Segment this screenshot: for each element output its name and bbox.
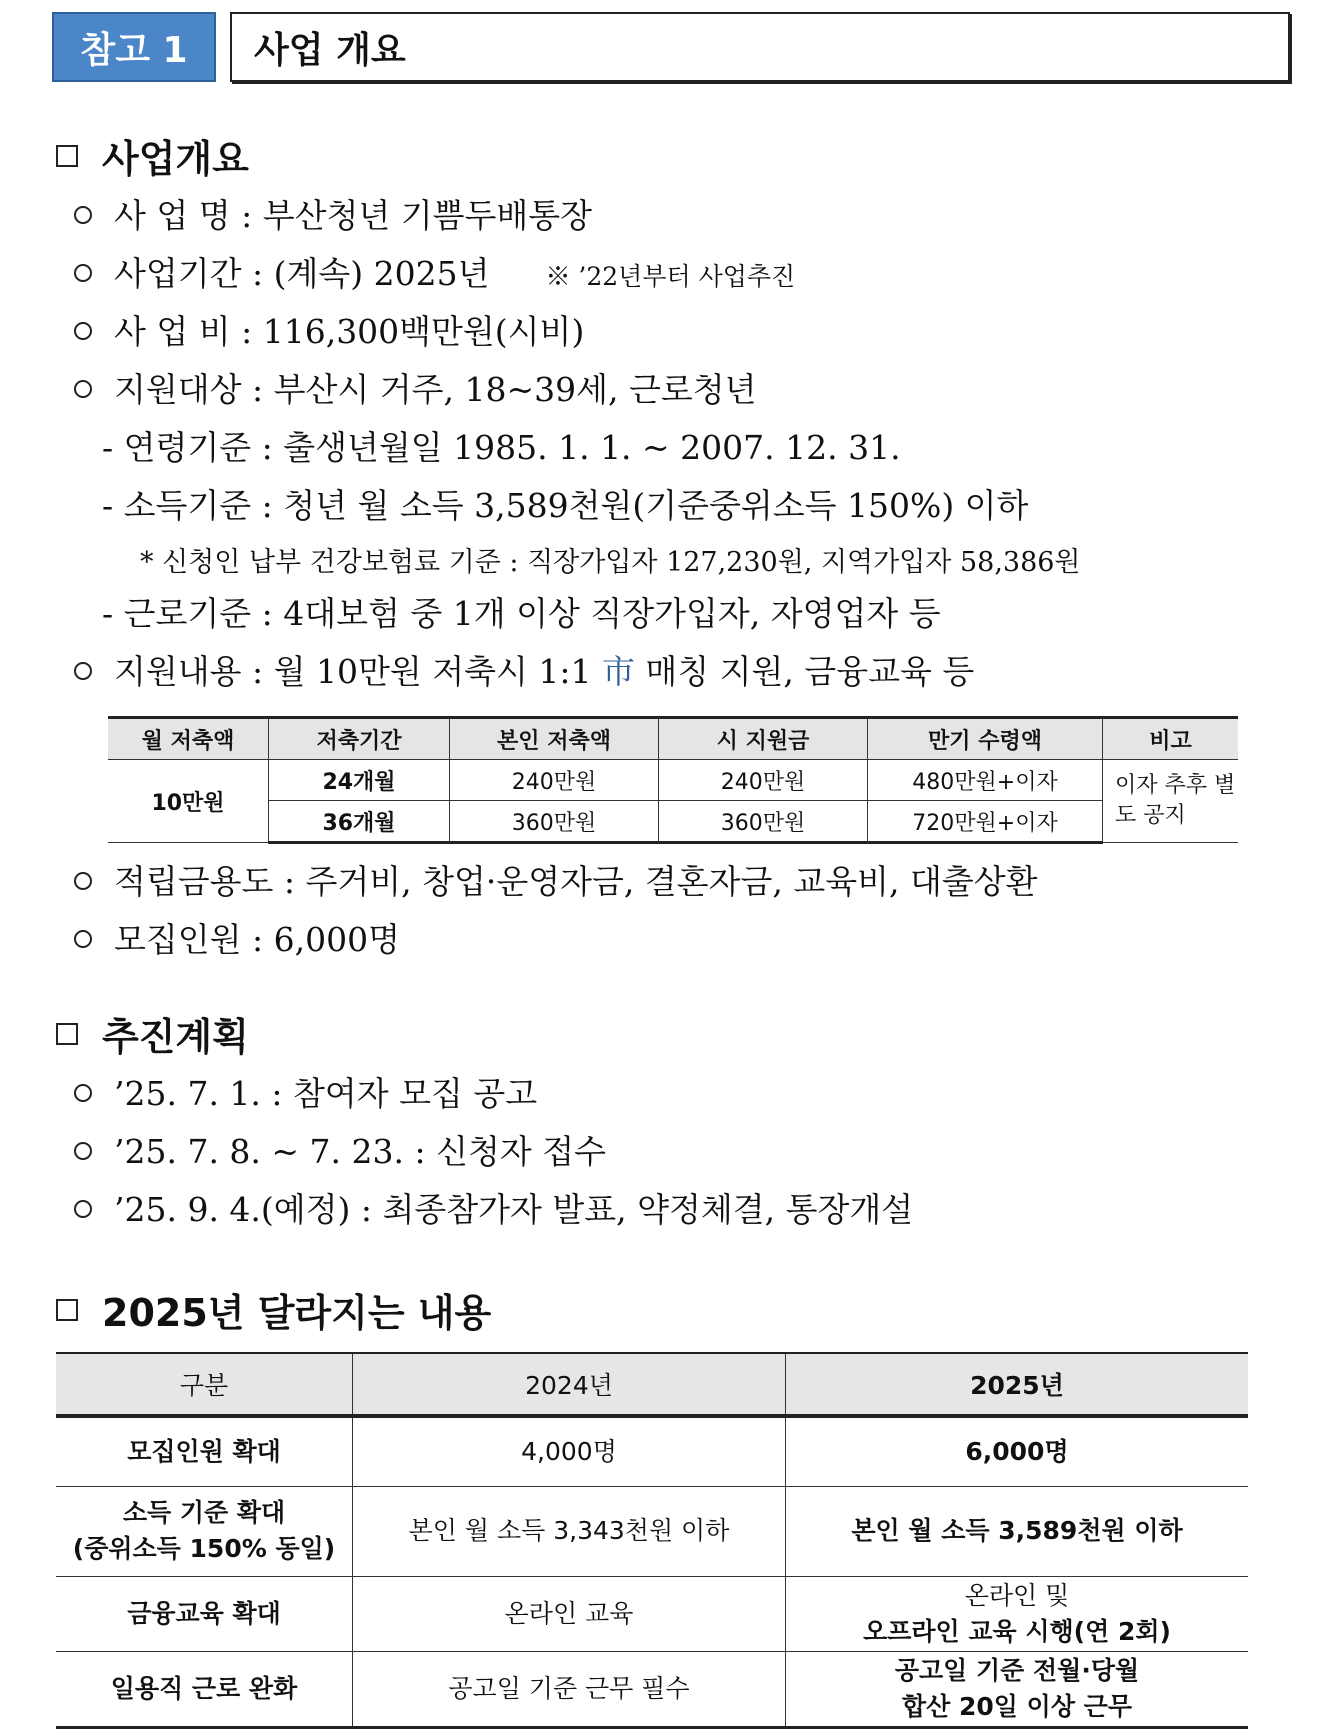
row-label-line: (중위소득 150% 동일) bbox=[72, 1534, 336, 1563]
table-header-row bbox=[108, 718, 1238, 760]
row-label: 모집인원 확대 bbox=[56, 1416, 353, 1486]
period-note: ※ ’22년부터 사업추진 bbox=[545, 262, 796, 291]
row-label: 금융교육 확대 bbox=[56, 1576, 353, 1651]
row-label-line: 소득 기준 확대 bbox=[122, 1498, 286, 1527]
section-header bbox=[52, 12, 1290, 82]
support-text-post: 매칭 지원, 금융교육 등 bbox=[634, 652, 975, 691]
cell-2024: 온라인 교육 bbox=[353, 1576, 786, 1651]
city-support-cell: 360만원 bbox=[659, 801, 868, 843]
col-header: 비고 bbox=[1103, 718, 1239, 760]
budget-line bbox=[74, 312, 584, 352]
changes-table bbox=[56, 1352, 1248, 1729]
cell-2024: 공고일 기준 근무 필수 bbox=[353, 1651, 786, 1727]
cell-line: 오프라인 교육 시행(연 2회) bbox=[863, 1616, 1171, 1646]
self-savings-cell: 360만원 bbox=[450, 801, 659, 843]
plan-item bbox=[74, 1132, 606, 1172]
checkbox-square-icon bbox=[56, 145, 78, 167]
plan-item bbox=[74, 1190, 913, 1230]
col-header: 시 지원금 bbox=[659, 718, 868, 760]
plan-item bbox=[74, 1074, 537, 1114]
circle-bullet-icon bbox=[74, 206, 92, 224]
business-name-line bbox=[74, 196, 592, 236]
business-period-line bbox=[74, 254, 795, 297]
table-row bbox=[56, 1486, 1248, 1576]
cell-line: 합산 20일 이상 근무 bbox=[902, 1691, 1132, 1721]
target: 지원대상 : 부산시 거주, 18~39세, 근로청년 bbox=[114, 370, 757, 409]
usage: 적립금용도 : 주거비, 창업·운영자금, 결혼자금, 교육비, 대출상환 bbox=[114, 862, 1038, 901]
checkbox-square-icon bbox=[56, 1299, 78, 1321]
maturity-cell: 720만원+이자 bbox=[868, 801, 1103, 843]
checkbox-square-icon bbox=[56, 1023, 78, 1045]
col-header: 2024년 bbox=[353, 1353, 786, 1416]
section-title-text: 2025년 달라지는 내용 bbox=[102, 1291, 492, 1335]
period-cell: 24개월 bbox=[269, 760, 450, 801]
cell-line: 온라인 및 bbox=[964, 1580, 1070, 1610]
circle-bullet-icon bbox=[74, 380, 92, 398]
section-title-text: 사업개요 bbox=[102, 137, 249, 181]
header-title: 사업 개요 bbox=[230, 12, 1290, 82]
col-header: 2025년 bbox=[786, 1353, 1249, 1416]
circle-bullet-icon bbox=[74, 264, 92, 282]
monthly-amount: 10만원 bbox=[108, 760, 269, 843]
cell-2025 bbox=[786, 1576, 1249, 1651]
cell-2025: 6,000명 bbox=[786, 1416, 1249, 1486]
cell-2025 bbox=[786, 1651, 1249, 1727]
cell-line: 공고일 기준 전월·당월 bbox=[894, 1655, 1140, 1685]
city-character: 市 bbox=[601, 652, 635, 691]
support-line bbox=[74, 652, 974, 692]
row-label: 일용직 근로 완화 bbox=[56, 1651, 353, 1727]
plan-text: ’25. 7. 1. : 참여자 모집 공고 bbox=[114, 1074, 538, 1113]
circle-bullet-icon bbox=[74, 1142, 92, 1160]
reference-badge: 참고 1 bbox=[52, 12, 216, 82]
circle-bullet-icon bbox=[74, 662, 92, 680]
table-row bbox=[108, 801, 1238, 843]
col-header: 본인 저축액 bbox=[450, 718, 659, 760]
table-row bbox=[56, 1576, 1248, 1651]
recruit: 모집인원 : 6,000명 bbox=[114, 920, 400, 959]
income-criteria: - 소득기준 : 청년 월 소득 3,589천원(기준중위소득 150%) 이하 bbox=[102, 486, 1029, 525]
city-support-cell: 240만원 bbox=[659, 760, 868, 801]
business-period: 사업기간 : (계속) 2025년 bbox=[114, 254, 490, 293]
col-header: 만기 수령액 bbox=[868, 718, 1103, 760]
usage-line bbox=[74, 862, 1037, 902]
plan-text: ’25. 9. 4.(예정) : 최종참가자 발표, 약정체결, 통장개설 bbox=[114, 1190, 914, 1229]
row-label bbox=[56, 1486, 353, 1576]
circle-bullet-icon bbox=[74, 930, 92, 948]
table-row bbox=[56, 1651, 1248, 1727]
period-cell: 36개월 bbox=[269, 801, 450, 843]
circle-bullet-icon bbox=[74, 1200, 92, 1218]
recruit-line bbox=[74, 920, 400, 960]
col-header: 저축기간 bbox=[269, 718, 450, 760]
table-row bbox=[108, 760, 1238, 801]
col-header: 월 저축액 bbox=[108, 718, 269, 760]
budget: 사 업 비 : 116,300백만원(시비) bbox=[114, 312, 585, 351]
work-criteria: - 근로기준 : 4대보험 중 1개 이상 직장가입자, 자영업자 등 bbox=[102, 594, 941, 633]
target-line bbox=[74, 370, 756, 410]
savings-table bbox=[108, 716, 1238, 844]
circle-bullet-icon bbox=[74, 872, 92, 890]
support-text-pre: 지원내용 : 월 10만원 저축시 1:1 bbox=[114, 652, 602, 691]
cell-2025: 본인 월 소득 3,589천원 이하 bbox=[786, 1486, 1249, 1576]
section-title-changes bbox=[56, 1282, 491, 1337]
maturity-cell: 480만원+이자 bbox=[868, 760, 1103, 801]
table-header-row bbox=[56, 1353, 1248, 1416]
cell-2024: 본인 월 소득 3,343천원 이하 bbox=[353, 1486, 786, 1576]
income-note: * 신청인 납부 건강보험료 기준 : 직장가입자 127,230원, 지역가입자 58,386원 bbox=[140, 547, 1081, 578]
section-title-plan bbox=[56, 1006, 249, 1061]
cell-2024: 4,000명 bbox=[353, 1416, 786, 1486]
circle-bullet-icon bbox=[74, 322, 92, 340]
business-name: 사 업 명 : 부산청년 기쁨두배통장 bbox=[114, 196, 592, 235]
section-title-text: 추진계획 bbox=[102, 1015, 249, 1059]
section-title-overview bbox=[56, 128, 249, 183]
note-cell: 이자 추후 별도 공지 bbox=[1103, 760, 1239, 843]
table-row bbox=[56, 1416, 1248, 1486]
circle-bullet-icon bbox=[74, 1084, 92, 1102]
age-criteria: - 연령기준 : 출생년월일 1985. 1. 1. ~ 2007. 12. 31. bbox=[102, 428, 901, 467]
plan-text: ’25. 7. 8. ~ 7. 23. : 신청자 접수 bbox=[114, 1132, 606, 1171]
self-savings-cell: 240만원 bbox=[450, 760, 659, 801]
col-header: 구분 bbox=[56, 1353, 353, 1416]
